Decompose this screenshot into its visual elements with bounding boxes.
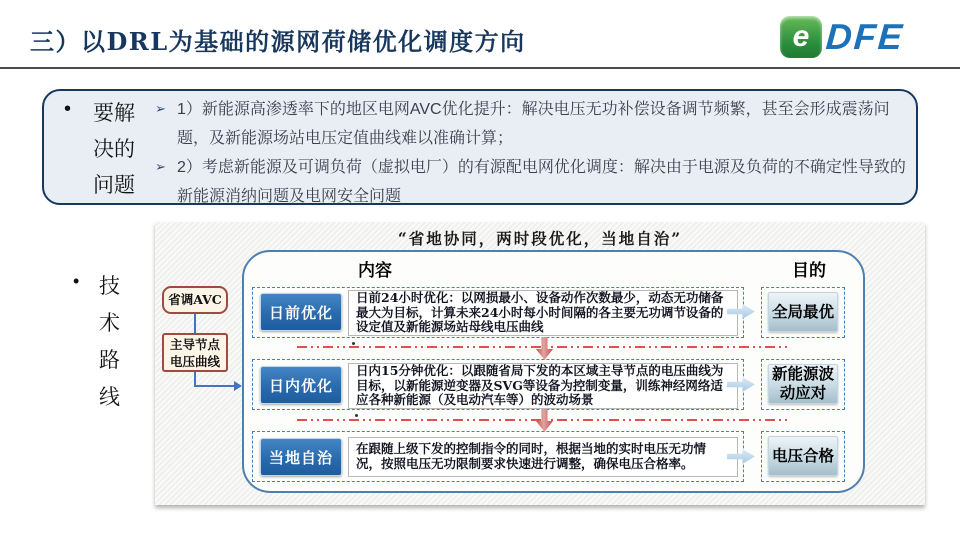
stray-dot: [355, 414, 358, 417]
stray-dot: [352, 342, 355, 345]
stage-description-text: 在跟随上级下发的控制指令的同时，根据当地的实时电压无功情况，按照电压无功限制要求快速进行调整，确保电压合格率。: [356, 441, 707, 471]
problems-bullet: •: [64, 98, 72, 120]
province-avc-box: 省调AVC: [162, 286, 228, 314]
stage-label-intraday: 日内优化: [260, 366, 342, 404]
arrow-bullet-icon: ➢: [155, 101, 166, 116]
problems-list: [155, 96, 913, 212]
stage-label-day-ahead: 日前优化: [260, 293, 342, 331]
stage-description: [348, 363, 738, 409]
problem-item-text: 2）考虑新能源及可调负荷（虚拟电厂）的有源配电网优化调度：解决由于电源及负荷的不确定性导致的新能源消纳问题及电网安全问题: [177, 159, 906, 205]
arrow-bullet-icon: ➢: [155, 159, 166, 174]
content-column-header: 内容: [358, 261, 392, 280]
problems-label: 要解决的问题: [93, 102, 135, 197]
leading-node-voltage-box: 主导节点电压曲线: [162, 333, 228, 372]
problem-item: [155, 154, 913, 211]
purpose-box: 电压合格: [768, 436, 838, 476]
problem-item: [155, 96, 913, 153]
problem-item-text: 1）新能源高渗透率下的地区电网AVC优化提升：解决电压无功补偿设备调节频繁，甚至会形成震荡问题，及新能源场站电压定值曲线难以准确计算；: [177, 101, 890, 147]
stage-description: [348, 437, 738, 477]
logo-e-icon: e: [780, 16, 822, 58]
company-logo: [780, 14, 904, 60]
purpose-box: 全局最优: [768, 292, 838, 332]
purpose-column-header: 目的: [792, 261, 826, 280]
stage-description-text: 日内15分钟优化：以跟随省局下发的本区域主导节点的电压曲线为目标，以新能源逆变器及SVG等设备为控制变量，训练神经网络适应各种新能源（及电动汽车等）的波动场景: [356, 363, 724, 408]
logo-text: DFE: [824, 16, 906, 57]
connector-line: [194, 385, 235, 387]
stage-label-local-autonomy: 当地自治: [260, 438, 342, 476]
stage-description-text: 日前24小时优化：以网损最小、设备动作次数最少，动态无功储备最大为目标，计算未来24小时每小时间隔的各主要无功调节设备的设定值及新能源场站母线电压曲线: [356, 290, 724, 335]
stage-description: [348, 290, 738, 336]
strategy-quote: “省地协同，两时段优化，当地自治”: [397, 229, 683, 248]
slide-title: 三）以DRL为基础的源网荷储优化调度方向: [30, 27, 526, 56]
purpose-box: 新能源波动应对: [768, 364, 838, 404]
tech-route-label: 技术路线: [99, 275, 120, 409]
title-divider: [0, 67, 960, 69]
tech-route-bullet: •: [73, 271, 80, 291]
connector-line: [194, 314, 196, 333]
connector-arrowhead-icon: [234, 381, 242, 391]
